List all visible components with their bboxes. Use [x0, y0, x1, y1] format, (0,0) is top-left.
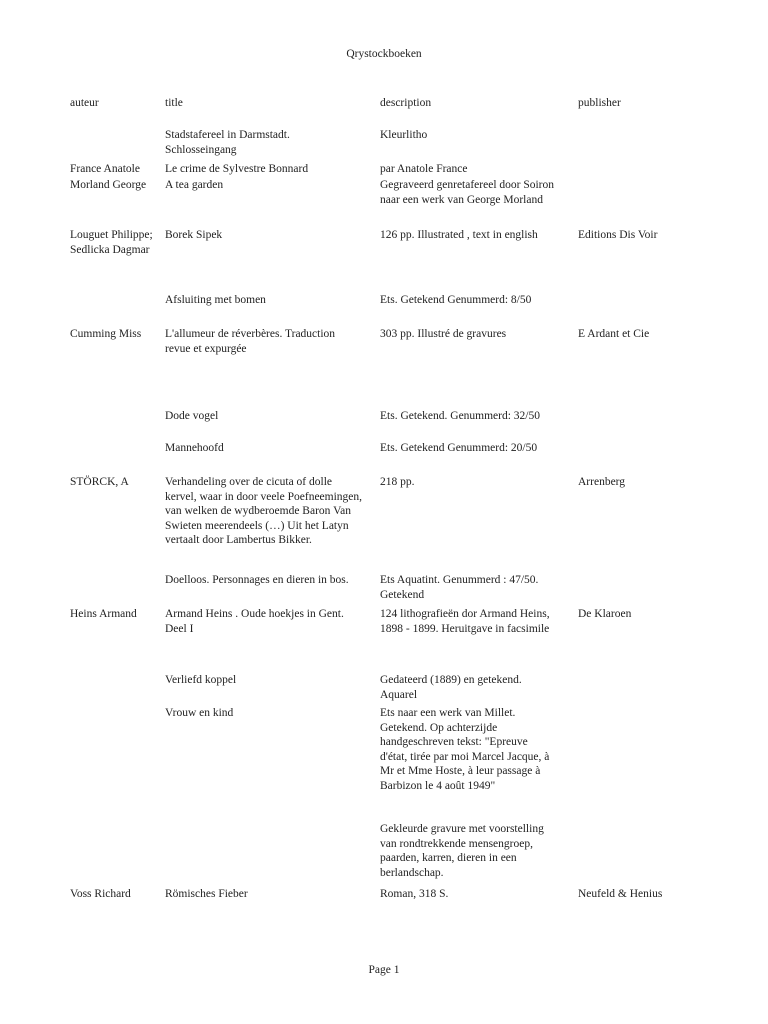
cell-title: Dode vogel [165, 410, 219, 422]
cell-title: Römisches Fieber [165, 888, 248, 900]
cell-author: Cumming Miss [70, 328, 142, 340]
cell-title: Borek Sipek [165, 229, 223, 241]
cell-title: Armand Heins . Oude hoekjes in Gent. Deel I [165, 608, 344, 635]
cell-title: Mannehoofd [165, 442, 224, 454]
cell-author: STÖRCK, A [70, 476, 129, 488]
document-title: Qrystockboeken [346, 48, 422, 60]
cell-publisher: Arrenberg [578, 476, 626, 488]
cell-description: Ets. Getekend Genummerd: 8/50 [380, 294, 532, 306]
cell-publisher: De Klaroen [578, 608, 632, 620]
cell-description: Gegraveerd genretafereel door Soiron naar een werk van George Morland [380, 179, 555, 206]
cell-title: Stadstafereel in Darmstadt. Schlosseingang [165, 129, 290, 156]
cell-description: 303 pp. Illustré de gravures [380, 328, 507, 340]
cell-title: Afsluiting met bomen [165, 294, 266, 306]
cell-title: Vrouw en kind [165, 707, 234, 719]
cell-description: Gedateerd (1889) en getekend. Aquarel [380, 674, 522, 701]
header-description: description [380, 97, 432, 109]
cell-description: Ets. Getekend Genummerd: 20/50 [380, 442, 538, 454]
cell-description: Gekleurde gravure met voorstelling van rondtrekkende mensengroep, paarden, karren, dieren in een berlandschap. [380, 823, 544, 879]
cell-author: France Anatole [70, 163, 140, 175]
header-title: title [165, 97, 183, 109]
cell-description: Ets naar een werk van Millet. Getekend. Op achterzijde handgeschreven tekst: "Epreuve d'état, tirée par moi Marcel Jacque, à Mr et Mme Hoste, à leur passage à Barbizon le 4 août 1949" [380, 707, 550, 792]
cell-title: L'allumeur de réverbères. Traduction revue et expurgée [165, 328, 336, 355]
cell-description: 218 pp. [380, 476, 415, 488]
cell-author: Louguet Philippe; Sedlicka Dagmar [70, 229, 153, 256]
cell-title: A tea garden [165, 179, 224, 191]
cell-publisher: Editions Dis Voir [578, 229, 658, 241]
cell-publisher: Neufeld & Henius [578, 888, 663, 900]
header-publisher: publisher [578, 97, 621, 109]
cell-author: Heins Armand [70, 608, 137, 620]
header-author: auteur [70, 97, 99, 109]
cell-description: Kleurlitho [380, 129, 428, 141]
cell-title: Verliefd koppel [165, 674, 237, 686]
cell-description: Ets Aquatint. Genummerd : 47/50. Getekend [380, 574, 539, 601]
cell-description: par Anatole France [380, 163, 468, 175]
cell-title: Doelloos. Personnages en dieren in bos. [165, 574, 349, 586]
cell-description: Ets. Getekend. Genummerd: 32/50 [380, 410, 541, 422]
cell-title: Verhandeling over de cicuta of dolle kervel, waar in door veele Poefneemingen, van welken de wydberoemde Baron Van Swieten meerendeels (…) Uit het Latyn vertaalt door Lambertus Bikker. [165, 476, 363, 546]
cell-author: Morland George [70, 179, 147, 191]
cell-author: Voss Richard [70, 888, 131, 900]
cell-description: 126 pp. Illustrated , text in english [380, 229, 538, 241]
cell-description: 124 lithografieën dor Armand Heins, 1898 - 1899. Heruitgave in facsimile [380, 608, 550, 635]
cell-publisher: E Ardant et Cie [578, 328, 650, 340]
cell-title: Le crime de Sylvestre Bonnard [165, 163, 309, 175]
cell-description: Roman, 318 S. [380, 888, 449, 900]
page-number: Page 1 [368, 964, 400, 976]
